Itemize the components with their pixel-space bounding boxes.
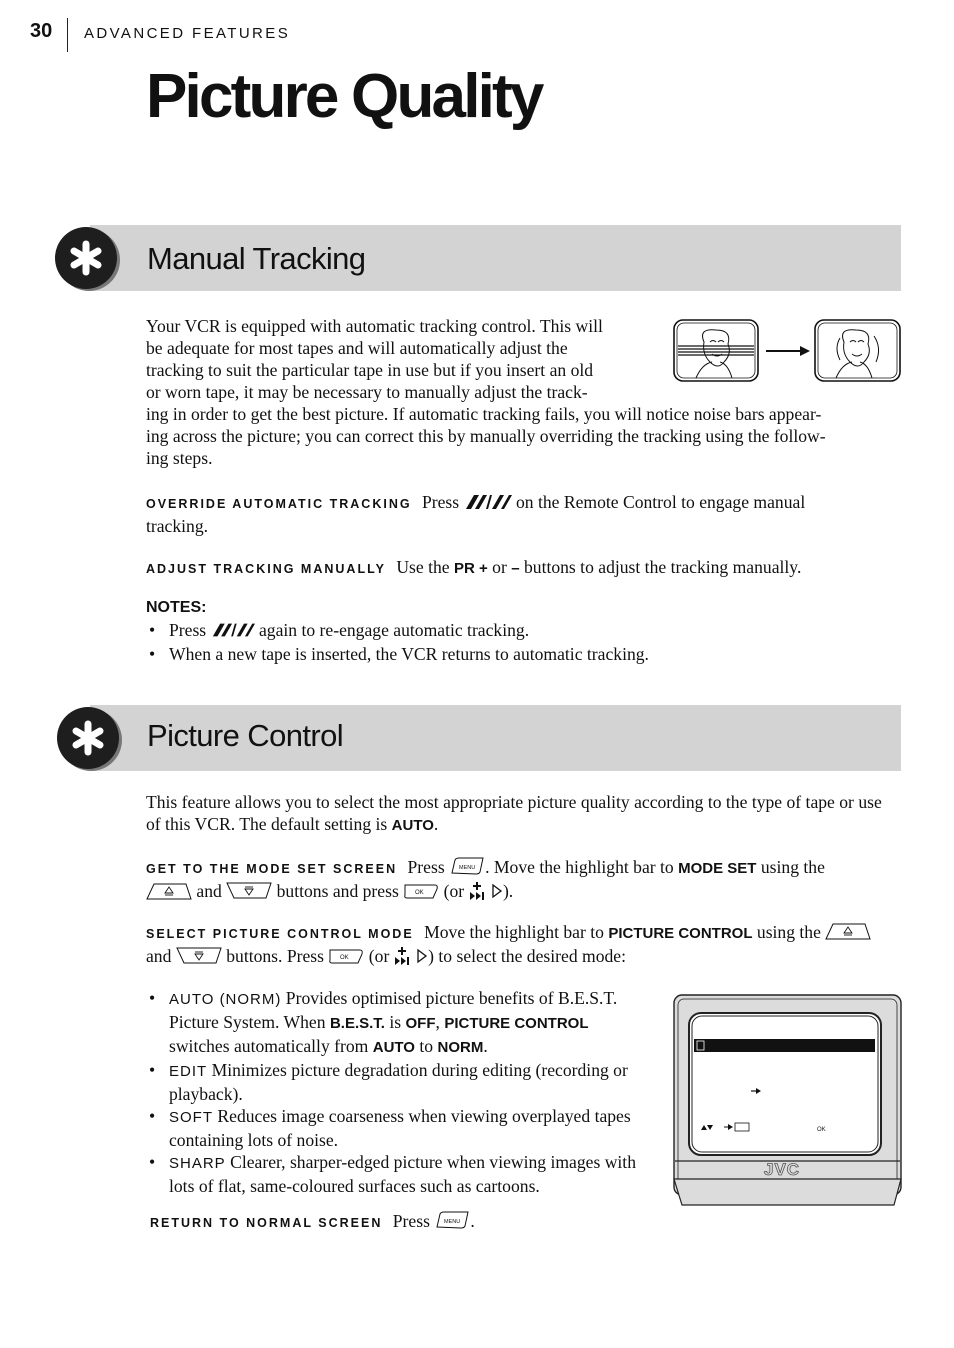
- svg-text:MENU: MENU: [459, 865, 476, 872]
- notes-block: [146, 597, 886, 665]
- page-title: Picture Quality: [146, 62, 542, 131]
- step-label: SELECT PICTURE CONTROL MODE: [146, 927, 414, 941]
- header-rule: [67, 18, 68, 52]
- mode-item-sharp: [146, 1151, 646, 1197]
- intro-line: or worn tape, it may be necessary to manually adjust the track-: [146, 382, 588, 402]
- auto-keyword: AUTO: [391, 817, 434, 834]
- off-keyword: OFF: [405, 1015, 436, 1032]
- step-label: RETURN TO NORMAL SCREEN: [150, 1216, 383, 1230]
- mode-set-keyword: MODE SET: [678, 860, 757, 877]
- step-text: ) to select the desired mode:: [428, 946, 626, 967]
- step-select-picture-control: [146, 921, 906, 971]
- step-text: and: [146, 946, 172, 967]
- mode-text: Reduces image coarseness when viewing overplayed tapes containing lots of noise.: [169, 1106, 631, 1150]
- mode-text: Clearer, sharper-edged picture when viewing images with lots of flat, same-coloured surfaces such as cartoons.: [169, 1152, 636, 1196]
- ok-button-icon: [328, 947, 364, 970]
- down-button-icon: [226, 882, 272, 905]
- menu-button-icon: [449, 857, 485, 880]
- play-triangle-icon: [416, 947, 428, 969]
- step-text: Press: [392, 1211, 430, 1231]
- step-text: ).: [502, 881, 514, 902]
- step-adjust-tracking: [146, 556, 886, 580]
- up-button-icon: [146, 882, 192, 905]
- note-item: [146, 619, 886, 643]
- menu-button-icon: [434, 1211, 470, 1234]
- star-icon: [57, 707, 119, 769]
- step-text: Use the: [396, 557, 450, 577]
- mode-text: switches automatically from: [169, 1036, 369, 1056]
- step-text: . Move the highlight bar to: [485, 857, 674, 877]
- step-label: OVERRIDE AUTOMATIC TRACKING: [146, 497, 412, 511]
- step-text: (or: [443, 881, 465, 902]
- svg-text:MENU: MENU: [444, 1219, 461, 1226]
- tracking-button-icon: [211, 621, 255, 643]
- auto-keyword: AUTO: [372, 1039, 415, 1056]
- step-text: using the: [760, 857, 825, 877]
- step-label: GET TO THE MODE SET SCREEN: [146, 862, 398, 876]
- page-number: 30: [30, 20, 53, 42]
- pr-plus-keyword: PR +: [453, 560, 488, 577]
- intro-line: Your VCR is equipped with automatic tracking control. This will: [146, 316, 603, 336]
- mode-label: EDIT: [169, 1063, 208, 1080]
- mode-item-soft: [146, 1105, 646, 1151]
- intro-line: tracking to suit the particular tape in use but if you insert an old: [146, 360, 594, 380]
- norm-keyword: NORM: [437, 1039, 484, 1056]
- best-keyword: B.E.S.T.: [329, 1015, 385, 1032]
- step-text: Move the highlight bar to: [424, 922, 604, 942]
- step-text: using the: [756, 922, 821, 942]
- picture-control-keyword: PICTURE CONTROL: [608, 925, 753, 942]
- step-text: Press: [421, 492, 460, 512]
- play-triangle-icon: [491, 882, 503, 904]
- step-mode-set-screen: [146, 856, 886, 906]
- svg-text:OK: OK: [415, 889, 424, 896]
- notes-title: NOTES:: [146, 599, 207, 616]
- down-button-icon: [176, 947, 222, 970]
- intro-line: ing steps.: [146, 448, 213, 468]
- star-icon: [55, 227, 117, 289]
- manual-tracking-intro: [146, 315, 906, 469]
- step-return-normal: RETURN TO NORMAL SCREEN Press MENU .: [150, 1210, 650, 1234]
- mode-text: is: [389, 1012, 402, 1032]
- section-heading-manual-tracking: Manual Tracking: [147, 241, 366, 276]
- mode-text: Provides optimised picture benefits of B.E.S.T. Picture System. When: [169, 988, 618, 1032]
- plus-next-icon: [469, 881, 487, 906]
- mode-label: SHARP: [169, 1155, 226, 1172]
- plus-next-icon: [394, 946, 412, 971]
- pr-minus-keyword: –: [511, 560, 520, 577]
- svg-text:OK: OK: [340, 954, 350, 961]
- intro-text: This feature allows you to select the most appropriate picture quality according to the type of tape or use of this VCR. The default setting is: [146, 792, 882, 834]
- mode-item-auto: • AUTO (NORM) Provides optimised picture benefits of B.E.S.T. Picture System. When B.E.S.T. is OFF, PICTURE CONTROL switches automatically from AUTO to NORM.: [146, 987, 646, 1059]
- step-text: (or: [368, 946, 390, 967]
- mode-text: Minimizes picture degradation during editing (recording or playback).: [169, 1060, 628, 1104]
- note-item: • When a new tape is inserted, the VCR returns to automatic tracking.: [146, 643, 886, 665]
- picture-mode-list: [146, 987, 646, 1197]
- up-button-icon: [825, 922, 871, 945]
- tv-ok-label: OK: [817, 1127, 826, 1133]
- mode-text: to: [419, 1036, 434, 1056]
- step-override-tracking: [146, 491, 861, 537]
- step-label: ADJUST TRACKING MANUALLY: [146, 562, 386, 576]
- intro-line: ing in order to get the best picture. If automatic tracking fails, you will notice noise bars appear-: [146, 404, 822, 424]
- step-text: buttons and press: [276, 881, 399, 902]
- step-text: and: [196, 881, 222, 902]
- intro-line: be adequate for most tapes and will automatically adjust the: [146, 338, 568, 358]
- section-heading-picture-control: Picture Control: [147, 718, 344, 753]
- intro-line: ing across the picture; you can correct this by manually overriding the tracking using the follow-: [146, 426, 826, 446]
- ok-button-icon: [403, 882, 439, 905]
- note-text: Press: [169, 620, 207, 640]
- tracking-button-icon: [464, 493, 512, 515]
- step-text: on the Remote Control to engage manual tracking.: [146, 492, 806, 536]
- picture-control-intro: This feature allows you to select the most appropriate picture quality according to the type of tape or use of this VCR. The default setting is AUTO.: [146, 792, 882, 834]
- mode-label: AUTO (NORM): [169, 991, 282, 1008]
- step-text: or: [492, 557, 507, 577]
- tv-illustration: [672, 993, 904, 1212]
- step-text: buttons to adjust the tracking manually.: [523, 557, 802, 577]
- jvc-logo: JVC: [764, 1160, 801, 1179]
- picture-control-keyword: PICTURE CONTROL: [444, 1015, 589, 1032]
- section-name: ADVANCED FEATURES: [84, 25, 291, 42]
- mode-item-edit: [146, 1059, 646, 1105]
- note-text: again to re-engage automatic tracking.: [258, 620, 530, 640]
- step-text: buttons. Press: [226, 946, 324, 967]
- mode-label: SOFT: [169, 1109, 213, 1126]
- step-text: Press: [407, 857, 445, 877]
